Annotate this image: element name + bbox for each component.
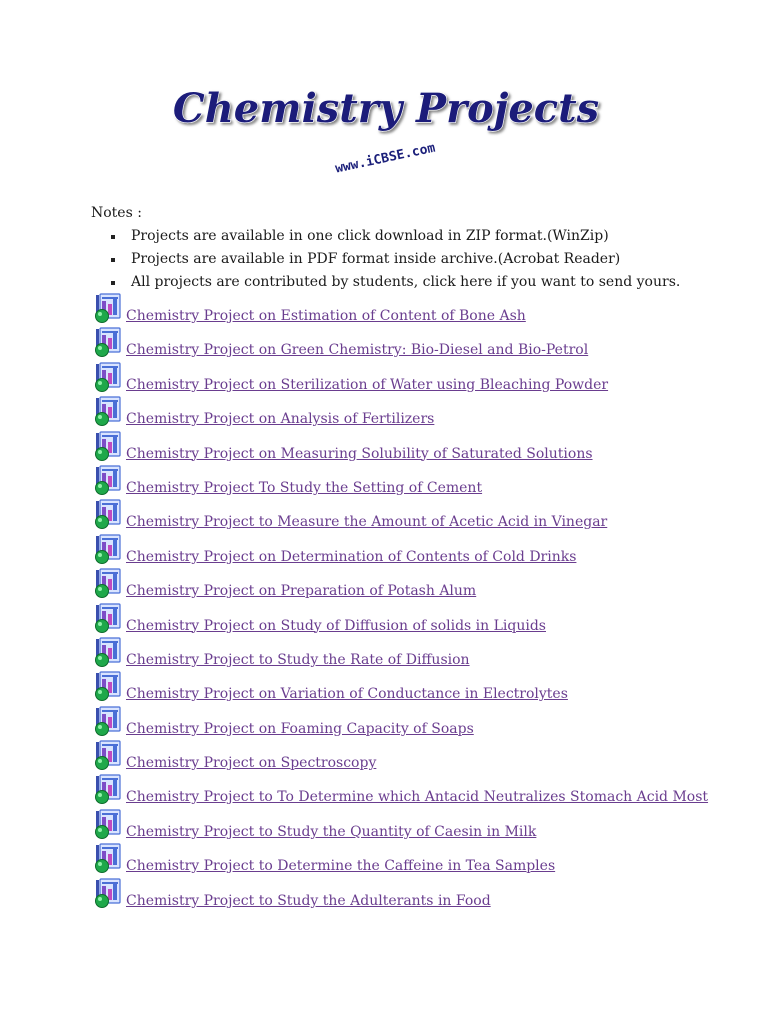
notes-item: [91, 248, 731, 271]
project-list-item: [92, 773, 752, 807]
notes-title: Notes :: [91, 205, 142, 221]
project-list-item: [92, 326, 752, 360]
bullet-icon: [111, 235, 115, 239]
project-list-item: [92, 498, 752, 532]
project-list-item: [92, 705, 752, 739]
project-link[interactable]: Chemistry Project to To Determine which Antacid Neutralizes Stomach Acid Most: [126, 789, 709, 806]
project-link[interactable]: Chemistry Project to Determine the Caffeine in Tea Samples: [126, 858, 556, 875]
notes-item[interactable]: [91, 271, 731, 294]
logo-subtitle: www.iCBSE.com: [333, 140, 437, 177]
project-list-item: [92, 670, 752, 704]
logo-title: Chemistry Projects: [172, 85, 600, 132]
project-list-item: [92, 602, 752, 636]
project-link[interactable]: Chemistry Project to Study the Adulterants in Food: [126, 892, 491, 909]
project-list-item: [92, 395, 752, 429]
project-link[interactable]: Chemistry Project on Study of Diffusion of solids in Liquids: [126, 617, 546, 634]
project-link[interactable]: Chemistry Project on Estimation of Content of Bone Ash: [126, 308, 526, 324]
project-link[interactable]: Chemistry Project on Sterilization of Water using Bleaching Powder: [126, 376, 609, 393]
notes-item-text: Projects are available in PDF format inside archive.(Acrobat Reader): [131, 251, 621, 267]
notes-item-text[interactable]: All projects are contributed by students, click here if you want to send yours.: [131, 274, 681, 290]
project-link[interactable]: Chemistry Project on Analysis of Fertilizers: [126, 411, 435, 428]
project-link[interactable]: Chemistry Project to Study the Quantity of Caesin in Milk: [126, 823, 537, 840]
project-list-item: [92, 739, 752, 773]
project-link[interactable]: Chemistry Project on Measuring Solubility of Saturated Solutions: [126, 445, 593, 462]
project-list-item: [92, 567, 752, 601]
project-list: [92, 292, 752, 911]
project-link[interactable]: Chemistry Project on Spectroscopy: [126, 755, 377, 772]
project-list-item: [92, 808, 752, 842]
project-link[interactable]: Chemistry Project on Variation of Conductance in Electrolytes: [126, 686, 568, 703]
project-list-item: [92, 877, 752, 911]
project-list-item: [92, 533, 752, 567]
project-list-item: [92, 430, 752, 464]
notes-section: [91, 203, 731, 294]
project-link[interactable]: Chemistry Project to Measure the Amount of Acetic Acid in Vinegar: [126, 514, 608, 531]
project-link[interactable]: Chemistry Project on Determination of Contents of Cold Drinks: [126, 548, 577, 565]
project-link[interactable]: Chemistry Project on Foaming Capacity of Soaps: [126, 720, 474, 737]
project-link[interactable]: Chemistry Project on Preparation of Potash Alum: [126, 583, 477, 600]
project-list-item: [92, 464, 752, 498]
notes-list: [91, 225, 731, 294]
project-list-item: [92, 361, 752, 395]
site-logo: [172, 82, 600, 182]
notes-item: [91, 225, 731, 248]
project-list-item: [92, 292, 752, 326]
project-list-item: [92, 636, 752, 670]
project-link[interactable]: Chemistry Project to Study the Rate of Diffusion: [126, 651, 470, 668]
project-link[interactable]: Chemistry Project on Green Chemistry: Bio-Diesel and Bio-Petrol: [126, 342, 589, 359]
project-link[interactable]: Chemistry Project To Study the Setting of Cement: [126, 479, 483, 496]
notes-item-text: Projects are available in one click download in ZIP format.(WinZip): [131, 228, 609, 244]
bullet-icon: [111, 258, 115, 262]
bullet-icon: [111, 281, 115, 285]
project-list-item: [92, 842, 752, 876]
